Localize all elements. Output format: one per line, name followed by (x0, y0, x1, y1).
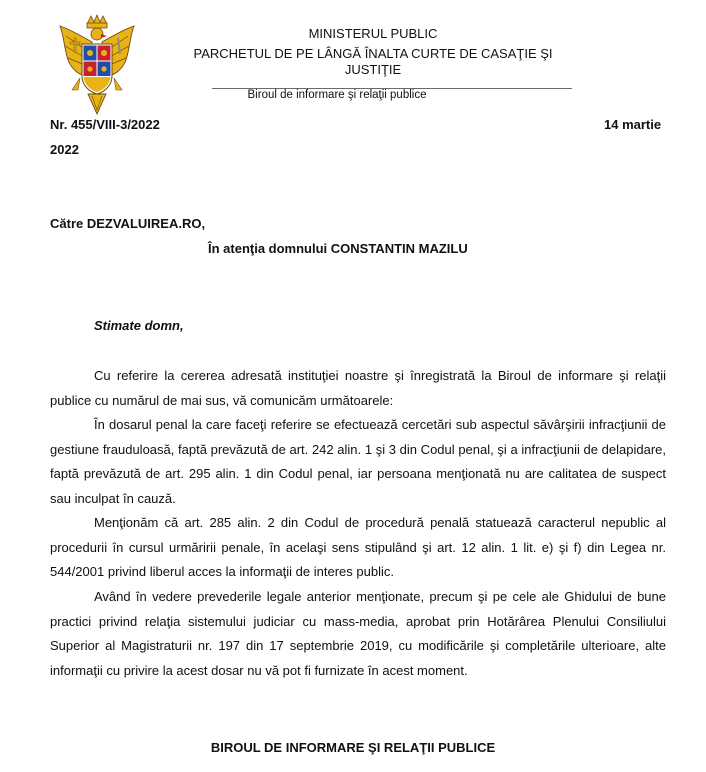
salutation: Stimate domn, (94, 318, 184, 333)
paragraph-text: Având în vedere prevederile legale anterior menţionate, precum şi pe cele ale Ghidului de bune practici privind relaţia sistemului judiciar cu mass-media, aprobat prin Hotărârea Plenului Consiliului Superior al Magistraturii nr. 197 din 17 septembrie 2019, cu modificările şi completările ulterioare, alte informaţii cu privire la acest dosar nu vă pot fi furnizate în acest moment. (50, 589, 666, 678)
letter-date: 14 martie (604, 117, 662, 132)
paragraph-4 (50, 585, 666, 683)
paragraph-text: Cu referire la cererea adresată instituţiei noastre şi înregistrată la Biroul de informare şi relaţii publice cu numărul de mai sus, vă comunicăm următoarele: (50, 368, 666, 408)
paragraph-text: Menţionăm că art. 285 alin. 2 din Codul de procedură penală statuează caracterul nepublic al procedurii în cursul urmăririi penale, în acelaşi sens stipulând şi art. 12 alin. 1 lit. e) şi f) din Legea nr. 544/2001 privind liberul acces la informaţii de interes public. (50, 515, 666, 579)
paragraph-1 (50, 364, 666, 413)
ministry-name: MINISTERUL PUBLIC (308, 26, 438, 41)
paragraph-3 (50, 511, 666, 585)
letter-year: 2022 (50, 142, 79, 157)
prosecutor-office-line-2: JUSTIŢIE (344, 62, 402, 77)
attention-line: În atenţia domnului CONSTANTIN MAZILU (208, 241, 468, 256)
office-name: Biroul de informare şi relaţii publice (247, 89, 427, 101)
addressee: Către DEZVALUIREA.RO, (50, 216, 206, 231)
romania-coat-of-arms-icon (58, 14, 136, 118)
prosecutor-office-line-1: PARCHETUL DE PE LÂNGĂ ÎNALTA CURTE DE CASAŢIE ŞI (193, 46, 553, 61)
paragraph-text: În dosarul penal la care faceţi referire se efectuează cercetări sub aspectul săvârşirii infracţiunii de gestiune frauduloasă, faptă prevăzută de art. 242 alin. 1 şi 3 din Codul penal, şi a infracţiunii de delapidare, faptă prevăzută de art. 295 alin. 1 din Codul penal, iar persoana menţionată nu are calitatea de suspect sau inculpat în cauză. (50, 417, 666, 506)
signature-block: BIROUL DE INFORMARE ŞI RELAŢII PUBLICE (210, 740, 496, 755)
paragraph-2 (50, 413, 666, 511)
registration-number: Nr. 455/VIII-3/2022 (50, 117, 160, 132)
